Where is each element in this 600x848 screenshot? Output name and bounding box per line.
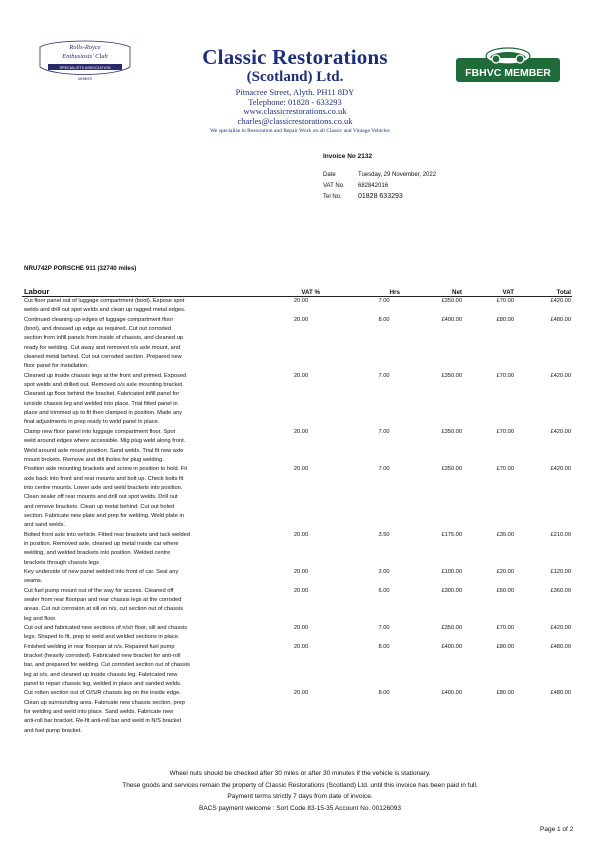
row-hours: 7.00 <box>378 625 390 632</box>
table-row <box>22 568 572 587</box>
labour-table <box>22 286 572 736</box>
row-net: £400.00 <box>441 316 462 323</box>
invoice-date-row <box>323 169 436 180</box>
invoice-date-value: Tuesday, 29 November, 2022 <box>358 171 437 178</box>
row-total: £360.00 <box>550 587 571 594</box>
invoice-tel-row <box>323 191 436 202</box>
row-net: £350.00 <box>441 428 462 435</box>
invoice-vat-row <box>323 180 436 191</box>
invoice-tel-value: 01828 633293 <box>358 193 403 200</box>
row-hours: 8.00 <box>378 690 390 697</box>
row-description: Cut fuel pump mount out of the way for access. Cleaned off sealer from rear floorpan and rear chassis legs at the corroded areas. Cut out corrosion at sill on n/s, cut section out of chassis leg and floor. <box>24 587 184 622</box>
table-row <box>22 428 572 465</box>
row-description: Cut floor panel out of luggage compartment (boot). Expose spot welds and drill out spot welds and clean up ragged metal edges. <box>24 298 186 314</box>
header-total: Total <box>556 289 571 296</box>
row-vat-pct: 20.00 <box>293 625 309 632</box>
logo-member: MEMBER <box>78 77 92 81</box>
table-row <box>22 372 572 428</box>
footer-ownership-note: These goods and services remain the property of Classic Restorations (Scotland) Ltd. until this invoice has been paid in full. <box>122 781 478 789</box>
row-vat: £20.00 <box>496 568 514 575</box>
table-row <box>22 643 572 690</box>
row-description: Continued cleaning up edges of luggage compartment floor (boot), and dressed up edge as required. Cut out corroded section from infill panels from inside of chassis, and cleaned up ready for welding. Cut away and removed n/s axle mount, and cleaned metal behind. Cut out corroded section. Prepared new floor panel for installation. <box>24 316 184 370</box>
row-vat-pct: 20.00 <box>293 428 309 435</box>
address-website: www.classicrestorations.co.uk <box>243 106 347 117</box>
row-vat-pct: 20.00 <box>293 316 309 323</box>
row-hours: 2.00 <box>378 568 390 575</box>
row-total: £420.00 <box>550 466 571 473</box>
row-description: Finished welding in rear floorpan at n/s. Repaired fuel pump bracket (heavily corroded). Fabricated new bracket for anti-roll bar, and prepared for welding. Cut corroded section out of chassis leg at o/s, and cleaned up inside chassis leg. Fabricated new panel to repair chassis leg, welded in place and sanded welds. <box>24 643 190 688</box>
row-hours: 3.50 <box>378 531 390 538</box>
row-vat-pct: 20.00 <box>293 690 309 697</box>
row-description: Position axle mounting brackets and screw in position to hold. Fit axle back into front and rear mounts and bolt up. Check bolts fit into centre mounts. Lower axle and weld brackets into position. Clean sealer off rear mounts and drill out spot welds. Drill out and remove brackets. Clean up metal behind. Cut out holed section. Fabricate new plate and prep for welding. Weld plate in and sand welds. <box>24 466 188 529</box>
row-description: Key underside of new panel welded into front of car. Seal any seams. <box>24 568 179 585</box>
row-description: Cleaned up inside chassis legs at the front and primed. Exposed spot welds and drilled out. Removed o/s axle mounting bracket. Cleaned up floor behind the bracket. Fabricated infill panel for iunside chassis leg and welded into place. Trial fitted panel in place and trimmed up to fit then clamped in position. Made any final adjustments in prep ready to weld panel in place. <box>24 372 187 426</box>
row-hours: 7.00 <box>378 466 390 473</box>
row-total: £420.00 <box>550 372 571 379</box>
row-hours: 7.00 <box>378 428 390 435</box>
row-vat-pct: 20.00 <box>293 466 309 473</box>
row-vat-pct: 20.00 <box>293 568 309 575</box>
address-street: Pitnacree Street, Alyth. PH11 8DY <box>235 87 355 97</box>
row-hours: 8.00 <box>378 643 390 650</box>
table-row <box>22 587 572 624</box>
row-total: £420.00 <box>550 625 571 632</box>
row-vat: £80.00 <box>496 316 514 323</box>
table-row <box>22 531 572 568</box>
row-hours: 7.00 <box>378 298 390 304</box>
row-total: £480.00 <box>550 643 571 650</box>
row-vat-pct: 20.00 <box>293 531 309 538</box>
header-net: Net <box>452 289 462 296</box>
row-vat: £80.00 <box>496 643 514 650</box>
invoice-date-label: Date <box>323 171 336 178</box>
row-total: £210.00 <box>550 531 571 538</box>
table-header <box>22 286 572 297</box>
row-hours: 7.00 <box>378 372 390 379</box>
row-net: £350.00 <box>441 372 462 379</box>
row-vat-pct: 20.00 <box>293 298 309 304</box>
company-address <box>150 88 440 126</box>
logo-association: SPECIALISTS ASSOCIATION <box>59 65 111 70</box>
row-vat-pct: 20.00 <box>293 643 309 650</box>
row-total: £420.00 <box>550 298 571 304</box>
invoice-footer <box>0 768 600 814</box>
row-net: £100.00 <box>441 568 462 575</box>
row-total: £120.00 <box>550 568 571 575</box>
row-net: £400.00 <box>441 643 462 650</box>
page-number: Page 1 of 2 <box>540 826 574 833</box>
fbhvc-text: FBHVC MEMBER <box>465 67 551 79</box>
vehicle-description: NRU742P PORSCHE 911 (32740 miles) <box>24 265 137 272</box>
address-telephone: Telephone: 01828 - 633293 <box>248 96 342 107</box>
footer-wheel-nuts-note: Wheel nuts should be checked after 30 miles or after 30 minutes if the vehicle is stationary. <box>169 770 431 777</box>
row-vat: £80.00 <box>496 690 514 697</box>
company-name-line1: Classic Restorations <box>202 45 388 69</box>
company-tagline: We specialise in Restoration and Repair Work on all Classic and Vintage Vehicles <box>210 128 390 134</box>
invoice-tel-label: Tel No. <box>323 193 342 200</box>
footer-payment-terms: Payment terms strictly 7 days from date of invoice. <box>227 793 373 800</box>
company-name <box>150 45 440 88</box>
row-total: £480.00 <box>550 690 571 697</box>
row-vat: £35.00 <box>496 531 514 538</box>
invoice-number: Invoice No 2132 <box>323 153 373 160</box>
row-hours: 8.00 <box>378 316 390 323</box>
row-vat: £60.00 <box>496 587 514 594</box>
row-vat-pct: 20.00 <box>293 587 309 594</box>
row-net: £300.00 <box>441 587 462 594</box>
row-total: £480.00 <box>550 316 571 323</box>
row-description: Clamp new floor panel into luggage compartment floor. Spot weld around edges where accessible. Mig plug weld along front. Weld around axle mount position. Sand welds. Trial fit new axle mount brckets. Remove and dril lholes for plug welding. <box>24 428 186 463</box>
invoice-vat-value: 682842016 <box>358 182 389 189</box>
header-vat-pct: VAT % <box>301 289 320 296</box>
address-email: charles@classicrestorations.co.uk <box>237 115 353 126</box>
header-labour: Labour <box>24 287 50 296</box>
table-row <box>22 465 572 530</box>
logo-script-line2: Enthusiasts' Club <box>62 53 108 60</box>
fbhvc-member-logo <box>454 44 562 84</box>
row-net: £175.00 <box>441 531 462 538</box>
row-description: Cut out and fabricated new sections of n/s/r floor, sill and chassis legs. Shaped to fit, prep to weld and welded sections in place. <box>24 625 188 641</box>
table-row <box>22 624 572 643</box>
logo-script-line1: Rolls-Royce <box>69 44 101 51</box>
row-vat: £70.00 <box>496 428 514 435</box>
header-vat: VAT <box>502 289 514 296</box>
table-body <box>22 297 572 736</box>
row-vat: £70.00 <box>496 466 514 473</box>
footer-bacs-details: BACS payment welcome : Sort Code 83-15-35 Account No. 00126093 <box>199 804 401 812</box>
row-vat: £70.00 <box>496 625 514 632</box>
table-row <box>22 316 572 372</box>
row-net: £400.00 <box>441 690 462 697</box>
row-description: Bolted front axle into vehicle. Fitted rear brackets and tack welded in position. Removed axle, cleaned up metal inside car where welding, and welded brackets into position. Welded centre brackets through chassis legs <box>24 531 190 566</box>
row-net: £350.00 <box>441 625 462 632</box>
table-row <box>22 297 572 316</box>
row-vat: £70.00 <box>496 372 514 379</box>
invoice-vat-label: VAT No. <box>323 182 345 189</box>
table-row <box>22 689 572 736</box>
header-hrs: Hrs <box>389 289 400 296</box>
row-vat-pct: 20.00 <box>293 372 309 379</box>
row-vat: £70.00 <box>496 298 514 304</box>
rrec-specialists-logo <box>34 37 136 89</box>
company-name-line2: (Scotland) Ltd. <box>246 69 344 85</box>
row-net: £350.00 <box>441 466 462 473</box>
row-description: Cut rotten section out of O/S/R chassis leg on the inside edge. Clean up surrounding area. Fabricate new chassis section, prep for welding and weld into place. Sand welds. Fabricate new anti-roll bar bracket. Re-fit anti-roll bar and weld in N/S bracket and fuel pump bracket. <box>24 690 185 734</box>
row-net: £350.00 <box>441 298 462 304</box>
row-total: £420.00 <box>550 428 571 435</box>
row-hours: 6.00 <box>378 587 390 594</box>
invoice-meta <box>323 169 436 202</box>
